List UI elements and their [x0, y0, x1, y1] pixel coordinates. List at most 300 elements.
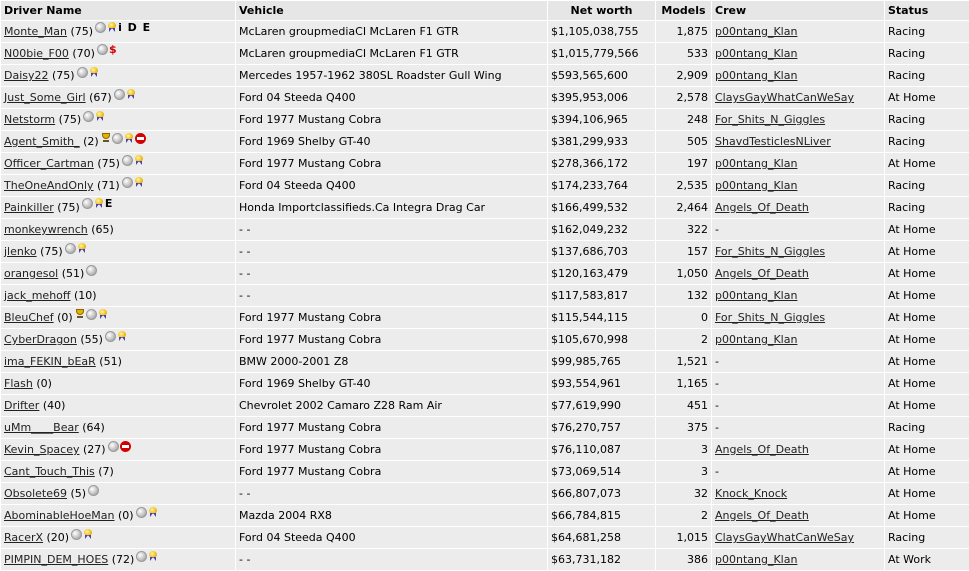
- driver-cell: [1, 505, 235, 526]
- models-cell: 1,050: [656, 263, 711, 284]
- crew-none: -: [715, 355, 719, 368]
- driver-cell: [1, 439, 235, 460]
- crew-none: -: [715, 465, 719, 478]
- table-row: [1, 21, 969, 42]
- crew-cell: [712, 505, 884, 526]
- vehicle-cell: Ford 1977 Mustang Cobra: [236, 307, 547, 328]
- models-cell: 1,015: [656, 527, 711, 548]
- net-worth-cell: $66,784,815: [548, 505, 655, 526]
- table-row: [1, 285, 969, 306]
- driver-name-link[interactable]: uMm____Bear: [4, 421, 79, 434]
- driver-level: (0): [118, 509, 134, 522]
- driver-name-link[interactable]: Obsolete69: [4, 487, 68, 500]
- driver-cell: [1, 219, 235, 240]
- driver-level: (2): [83, 135, 99, 148]
- driver-name-link[interactable]: N00bie_F00: [4, 46, 69, 60]
- driver-badges: [101, 131, 147, 144]
- models-cell: 2,578: [656, 87, 711, 108]
- table-row: [1, 439, 969, 460]
- crew-cell: [712, 109, 884, 130]
- models-cell: 451: [656, 395, 711, 416]
- status-dot-icon: [83, 111, 94, 122]
- status-cell: Racing: [885, 43, 969, 64]
- vehicle-cell: McLaren groupmediaCI McLaren F1 GTR: [236, 43, 547, 64]
- models-cell: 386: [656, 549, 711, 570]
- driver-name-link[interactable]: Just_Some_Girl: [4, 91, 86, 104]
- driver-level: (75): [70, 24, 94, 38]
- net-worth-cell: $137,686,703: [548, 241, 655, 262]
- driver-level: (0): [57, 311, 73, 324]
- status-dot-icon: [88, 485, 99, 496]
- models-cell: 0: [656, 307, 711, 328]
- status-cell: At Home: [885, 395, 969, 416]
- driver-level: (27): [83, 443, 106, 456]
- status-cell: Racing: [885, 417, 969, 438]
- status-dot-icon: [65, 243, 76, 254]
- crew-link[interactable]: For_Shits_N_Giggles: [715, 311, 826, 324]
- crew-none: -: [715, 377, 719, 390]
- status-cell: At Home: [885, 153, 969, 174]
- status-dot-icon: [86, 309, 97, 320]
- crew-link[interactable]: p00ntang_Klan: [715, 333, 798, 346]
- driver-cell: [1, 373, 235, 394]
- net-worth-cell: $115,544,115: [548, 307, 655, 328]
- driver-name-link[interactable]: Drifter: [4, 399, 40, 412]
- status-dot-icon: [136, 507, 147, 518]
- driver-name-link[interactable]: Painkiller: [4, 200, 54, 214]
- net-worth-cell: $73,069,514: [548, 461, 655, 482]
- models-cell: 322: [656, 219, 711, 240]
- driver-level: (51): [99, 355, 122, 368]
- vehicle-cell: - -: [236, 263, 547, 284]
- crew-cell: [712, 175, 884, 196]
- driver-badges: [71, 527, 94, 540]
- status-cell: At Home: [885, 219, 969, 240]
- driver-level: (70): [72, 46, 95, 60]
- net-worth-cell: $120,163,479: [548, 263, 655, 284]
- driver-cell: [1, 483, 235, 504]
- driver-name-link[interactable]: Netstorm: [4, 113, 56, 126]
- header-vehicle[interactable]: Vehicle: [236, 1, 547, 20]
- vehicle-cell: McLaren groupmediaCI McLaren F1 GTR: [236, 21, 547, 42]
- crew-cell: [712, 285, 884, 306]
- table-row: [1, 109, 969, 130]
- status-dot-icon: [105, 331, 116, 342]
- vehicle-cell: - -: [236, 285, 547, 306]
- crew-cell: [712, 219, 884, 240]
- models-cell: 1,165: [656, 373, 711, 394]
- vehicle-cell: - -: [236, 241, 547, 262]
- driver-name-link[interactable]: jack_mehoff: [4, 289, 71, 302]
- driver-name-link[interactable]: TheOneAndOnly: [4, 179, 94, 192]
- models-cell: 2,464: [656, 197, 711, 218]
- crew-link[interactable]: ClaysGayWhatCanWeSay: [715, 91, 855, 104]
- status-dot-icon: [136, 551, 147, 562]
- driver-name-link[interactable]: Kevin_Spacey: [4, 443, 80, 456]
- driver-name-link[interactable]: AbominableHoeMan: [4, 509, 115, 522]
- status-cell: At Home: [885, 241, 969, 262]
- crew-cell: [712, 351, 884, 372]
- ribbon-medal-icon: [89, 67, 99, 78]
- status-cell: At Home: [885, 373, 969, 394]
- driver-name-link[interactable]: BleuChef: [4, 311, 54, 324]
- driver-name-link[interactable]: PIMPIN_DEM_HOES: [4, 553, 109, 566]
- table-row: [1, 197, 969, 218]
- crew-none: -: [715, 223, 719, 236]
- crew-link[interactable]: p00ntang_Klan: [715, 553, 798, 566]
- driver-cell: [1, 153, 235, 174]
- models-cell: 2: [656, 505, 711, 526]
- status-cell: Racing: [885, 131, 969, 152]
- status-cell: At Home: [885, 461, 969, 482]
- status-cell: At Home: [885, 285, 969, 306]
- vehicle-cell: Ford 1977 Mustang Cobra: [236, 439, 547, 460]
- models-cell: 2,909: [656, 65, 711, 86]
- banned-icon: [120, 441, 131, 452]
- trophy-icon: [101, 133, 111, 143]
- header-net-worth[interactable]: Net worth: [548, 1, 655, 20]
- driver-cell: [1, 175, 235, 196]
- net-worth-cell: $105,670,998: [548, 329, 655, 350]
- crew-link[interactable]: Angels_Of_Death: [715, 267, 809, 280]
- models-cell: 248: [656, 109, 711, 130]
- net-worth-cell: $93,554,961: [548, 373, 655, 394]
- crew-cell: [712, 373, 884, 394]
- driver-name-link[interactable]: orangesol: [4, 267, 59, 280]
- driver-level: (72): [111, 553, 135, 566]
- vehicle-cell: Ford 1969 Shelby GT-40: [236, 131, 547, 152]
- driver-cell: [1, 131, 235, 152]
- vehicle-cell: BMW 2000-2001 Z8: [236, 351, 547, 372]
- header-driver-name[interactable]: Driver Name: [1, 1, 235, 20]
- models-cell: 157: [656, 241, 711, 262]
- status-dot-icon: [97, 44, 108, 55]
- table-row: [1, 131, 969, 152]
- vehicle-cell: - -: [236, 483, 547, 504]
- driver-cell: [1, 65, 235, 86]
- driver-level: (5): [70, 487, 87, 500]
- ribbon-medal-icon: [95, 111, 105, 122]
- status-cell: At Home: [885, 483, 969, 504]
- crew-none: -: [715, 399, 719, 412]
- table-row: [1, 483, 969, 504]
- status-dot-icon: [122, 155, 133, 166]
- crew-cell: [712, 263, 884, 284]
- table-row: [1, 329, 969, 350]
- crew-cell: [712, 307, 884, 328]
- driver-name-link[interactable]: ima_FEKIN_bEaR: [4, 355, 96, 368]
- driver-cell: [1, 263, 235, 284]
- vehicle-cell: Honda Importclassifieds.Ca Integra Drag Car: [236, 197, 547, 218]
- status-cell: Racing: [885, 527, 969, 548]
- crew-cell: [712, 483, 884, 504]
- ribbon-medal-icon: [148, 551, 158, 562]
- status-cell: Racing: [885, 175, 969, 196]
- driver-name-link[interactable]: RacerX: [4, 531, 44, 544]
- ribbon-medal-icon: [134, 177, 144, 188]
- driver-badges: [95, 21, 152, 34]
- badge-letters: E: [104, 197, 114, 211]
- crew-link[interactable]: p00ntang_Klan: [715, 157, 798, 170]
- crew-cell: [712, 417, 884, 438]
- models-cell: 3: [656, 439, 711, 460]
- header-models[interactable]: Models: [656, 1, 711, 20]
- ribbon-medal-icon: [124, 133, 134, 144]
- banned-icon: [135, 133, 146, 144]
- models-cell: 533: [656, 43, 711, 64]
- table-row: [1, 395, 969, 416]
- vehicle-cell: Mercedes 1957-1962 380SL Roadster Gull Wing: [236, 65, 547, 86]
- vehicle-cell: Mazda 2004 RX8: [236, 505, 547, 526]
- crew-cell: [712, 395, 884, 416]
- vehicle-cell: Ford 1977 Mustang Cobra: [236, 417, 547, 438]
- driver-badges: [82, 197, 115, 210]
- crew-link[interactable]: For_Shits_N_Giggles: [715, 113, 826, 126]
- status-cell: At Home: [885, 87, 969, 108]
- driver-cell: [1, 197, 235, 218]
- status-dot-icon: [95, 22, 106, 33]
- driver-name-link[interactable]: Flash: [4, 377, 33, 390]
- models-cell: 32: [656, 483, 711, 504]
- crew-link[interactable]: p00ntang_Klan: [715, 289, 798, 302]
- models-cell: 2,535: [656, 175, 711, 196]
- vehicle-cell: Ford 04 Steeda Q400: [236, 87, 547, 108]
- models-cell: 1,521: [656, 351, 711, 372]
- driver-badges: [97, 43, 118, 56]
- crew-link[interactable]: ShavdTesticlesNLiver: [715, 135, 831, 148]
- table-row: [1, 43, 969, 64]
- driver-name-link[interactable]: Daisy22: [4, 69, 49, 82]
- table-row: [1, 461, 969, 482]
- status-dot-icon: [114, 89, 125, 100]
- crew-link[interactable]: p00ntang_Klan: [715, 179, 798, 192]
- driver-cell: [1, 285, 235, 306]
- ribbon-medal-icon: [98, 309, 108, 320]
- net-worth-cell: $174,233,764: [548, 175, 655, 196]
- driver-level: (75): [58, 113, 82, 126]
- driver-cell: [1, 329, 235, 350]
- vehicle-cell: Ford 1969 Shelby GT-40: [236, 373, 547, 394]
- table-row: [1, 241, 969, 262]
- status-cell: Racing: [885, 65, 969, 86]
- driver-name-link[interactable]: jlenko: [4, 245, 37, 258]
- vehicle-cell: Ford 1977 Mustang Cobra: [236, 461, 547, 482]
- driver-cell: [1, 21, 235, 42]
- driver-cell: [1, 351, 235, 372]
- driver-badges: [136, 549, 159, 562]
- driver-cell: [1, 417, 235, 438]
- driver-badges: [114, 87, 137, 100]
- status-cell: At Home: [885, 439, 969, 460]
- crew-cell: [712, 461, 884, 482]
- driver-badges: [88, 483, 100, 496]
- models-cell: 3: [656, 461, 711, 482]
- table-row: [1, 263, 969, 284]
- net-worth-cell: $76,110,087: [548, 439, 655, 460]
- driver-badges: [122, 175, 145, 188]
- ribbon-medal-icon: [148, 507, 158, 518]
- net-worth-cell: $278,366,172: [548, 153, 655, 174]
- crew-none: -: [715, 421, 719, 434]
- driver-level: (75): [40, 245, 63, 258]
- net-worth-cell: $64,681,258: [548, 527, 655, 548]
- driver-level: (75): [97, 157, 120, 170]
- table-row: [1, 153, 969, 174]
- crew-cell: [712, 131, 884, 152]
- vehicle-cell: Chevrolet 2002 Camaro Z28 Ram Air: [236, 395, 547, 416]
- driver-cell: [1, 43, 235, 64]
- crew-link[interactable]: Angels_Of_Death: [715, 443, 809, 456]
- table-row: [1, 175, 969, 196]
- driver-level: (65): [91, 223, 114, 236]
- driver-level: (75): [52, 69, 75, 82]
- net-worth-cell: $77,619,990: [548, 395, 655, 416]
- driver-cell: [1, 461, 235, 482]
- driver-badges: [65, 241, 88, 254]
- vehicle-cell: Ford 1977 Mustang Cobra: [236, 329, 547, 350]
- models-cell: 505: [656, 131, 711, 152]
- status-dot-icon: [77, 67, 88, 78]
- driver-name-link[interactable]: Agent_Smith_: [4, 135, 80, 148]
- driver-level: (0): [36, 377, 52, 390]
- crew-cell: [712, 197, 884, 218]
- net-worth-cell: $76,270,757: [548, 417, 655, 438]
- ribbon-medal-icon: [83, 529, 93, 540]
- crew-cell: [712, 153, 884, 174]
- table-row: [1, 65, 969, 86]
- crew-link[interactable]: p00ntang_Klan: [715, 25, 798, 38]
- header-status[interactable]: Status: [885, 1, 969, 20]
- status-dot-icon: [86, 265, 97, 276]
- table-row: [1, 307, 969, 328]
- crew-cell: [712, 329, 884, 350]
- driver-level: (10): [73, 289, 97, 302]
- models-cell: 2: [656, 329, 711, 350]
- net-worth-cell: $395,953,006: [548, 87, 655, 108]
- vehicle-cell: Ford 04 Steeda Q400: [236, 527, 547, 548]
- status-cell: At Home: [885, 263, 969, 284]
- driver-badges: [77, 65, 100, 78]
- net-worth-cell: $99,985,765: [548, 351, 655, 372]
- net-worth-cell: $394,106,965: [548, 109, 655, 130]
- net-worth-cell: $66,807,073: [548, 483, 655, 504]
- crew-link[interactable]: p00ntang_Klan: [715, 47, 798, 60]
- table-row: [1, 351, 969, 372]
- driver-name-link[interactable]: Monte_Man: [4, 24, 67, 38]
- net-worth-cell: $117,583,817: [548, 285, 655, 306]
- driver-cell: [1, 527, 235, 548]
- status-cell: Racing: [885, 21, 969, 42]
- driver-level: (51): [61, 267, 85, 280]
- table-row: [1, 373, 969, 394]
- drivers-table-body: [1, 21, 969, 570]
- status-cell: At Home: [885, 307, 969, 328]
- table-row: [1, 505, 969, 526]
- models-cell: 1,875: [656, 21, 711, 42]
- vehicle-cell: - -: [236, 549, 547, 570]
- driver-level: (7): [98, 465, 114, 478]
- driver-badges: [105, 329, 128, 342]
- net-worth-cell: $162,049,232: [548, 219, 655, 240]
- vehicle-cell: Ford 1977 Mustang Cobra: [236, 153, 547, 174]
- net-worth-cell: $1,105,038,755: [548, 21, 655, 42]
- driver-badges: [83, 109, 106, 122]
- driver-level: (67): [89, 91, 112, 104]
- table-row: [1, 527, 969, 548]
- driver-name-link[interactable]: CyberDragon: [4, 333, 77, 346]
- driver-level: (40): [42, 399, 66, 412]
- driver-badges: [136, 505, 159, 518]
- ribbon-medal-icon: [77, 243, 87, 254]
- driver-cell: [1, 87, 235, 108]
- status-dot-icon: [71, 529, 82, 540]
- crew-cell: [712, 241, 884, 262]
- crew-cell: [712, 21, 884, 42]
- status-dot-icon: [108, 441, 119, 452]
- driver-level: (75): [57, 200, 80, 214]
- status-dot-icon: [122, 177, 133, 188]
- status-cell: At Home: [885, 505, 969, 526]
- crew-cell: [712, 527, 884, 548]
- driver-name-link[interactable]: Officer_Cartman: [4, 157, 94, 170]
- crew-link[interactable]: Angels_Of_Death: [715, 509, 809, 522]
- crew-link[interactable]: For_Shits_N_Giggles: [715, 245, 826, 258]
- driver-cell: [1, 241, 235, 262]
- driver-cell: [1, 307, 235, 328]
- crew-cell: [712, 43, 884, 64]
- driver-level: (55): [80, 333, 103, 346]
- net-worth-cell: $593,565,600: [548, 65, 655, 86]
- header-row: [1, 1, 969, 20]
- crew-link[interactable]: ClaysGayWhatCanWeSay: [715, 531, 855, 544]
- driver-cell: [1, 109, 235, 130]
- driver-badges: [86, 263, 98, 276]
- vehicle-cell: - -: [236, 219, 547, 240]
- crew-link[interactable]: Knock_Knock: [715, 487, 788, 500]
- driver-level: (71): [97, 179, 120, 192]
- status-dot-icon: [112, 133, 123, 144]
- table-row: [1, 87, 969, 108]
- ribbon-medal-icon: [126, 89, 136, 100]
- crew-link[interactable]: p00ntang_Klan: [715, 69, 798, 82]
- net-worth-cell: $63,731,182: [548, 549, 655, 570]
- ribbon-medal-icon: [134, 155, 144, 166]
- status-cell: At Work: [885, 549, 969, 570]
- status-cell: At Home: [885, 329, 969, 350]
- vehicle-cell: Ford 04 Steeda Q400: [236, 175, 547, 196]
- crew-link[interactable]: Angels_Of_Death: [715, 201, 809, 214]
- trophy-icon: [75, 309, 85, 319]
- driver-level: (20): [46, 531, 70, 544]
- models-cell: 375: [656, 417, 711, 438]
- crew-cell: [712, 439, 884, 460]
- ribbon-medal-icon: [94, 198, 104, 209]
- driver-badges: [108, 439, 132, 452]
- models-cell: 197: [656, 153, 711, 174]
- driver-level: (64): [82, 421, 105, 434]
- driver-name-link[interactable]: Cant_Touch_This: [4, 465, 95, 478]
- status-cell: At Home: [885, 351, 969, 372]
- table-row: [1, 219, 969, 240]
- header-crew[interactable]: Crew: [712, 1, 884, 20]
- net-worth-cell: $381,299,933: [548, 131, 655, 152]
- badge-letters: i D E: [118, 21, 152, 35]
- driver-name-link[interactable]: monkeywrench: [4, 223, 88, 236]
- net-worth-cell: $166,499,532: [548, 197, 655, 218]
- table-row: [1, 417, 969, 438]
- models-cell: 132: [656, 285, 711, 306]
- driver-badges: [75, 307, 109, 320]
